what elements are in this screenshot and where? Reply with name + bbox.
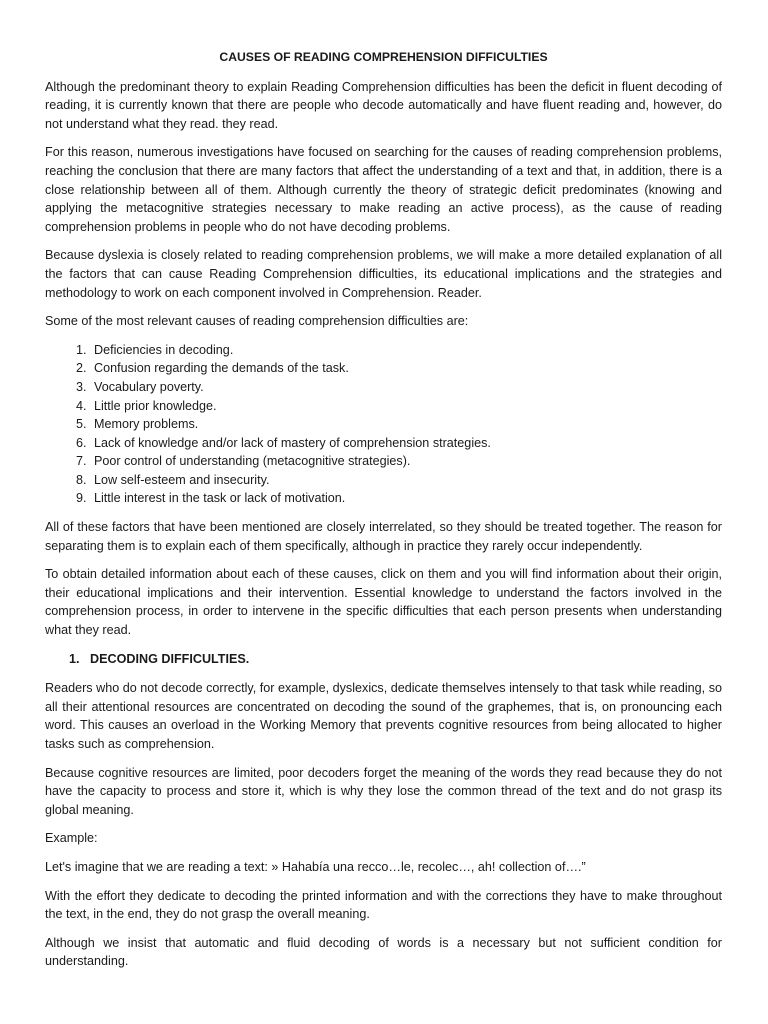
section-1-paragraph-4: Although we insist that automatic and fluid decoding of words is a necessary but not sufficient condition for understanding.	[45, 935, 722, 969]
cause-item-8[interactable]: 8. Low self-esteem and insecurity.	[90, 471, 722, 490]
intro-paragraph-3: Because dyslexia is closely related to reading comprehension problems, we will make a more detailed explanation of all the factors that can cause Reading Comprehension difficulties, its educational implications and the strategies and methodology to work on each component involved in Comprehension. Reader.	[45, 248, 722, 300]
document-title: CAUSES OF READING COMPREHENSION DIFFICULTIES	[219, 50, 548, 64]
cause-item-7[interactable]: 7. Poor control of understanding (metacognitive strategies).	[90, 452, 722, 471]
section-1-paragraph-3: With the effort they dedicate to decoding the printed information and with the corrections they have to make throughout the text, in the end, they do not grasp the overall meaning.	[45, 888, 722, 922]
intro-paragraph-2: For this reason, numerous investigations have focused on searching for the causes of reading comprehension problems, reaching the conclusion that there are many factors that affect the understanding of a text and that, in addition, there is a close relationship between all of them. Although currently the theory of strategic deficit predominates (knowing and applying the metacognitive strategies necessary to make reading an active process), as the cause of reading comprehension problems in people who do not have decoding problems.	[45, 145, 722, 234]
cause-item-3[interactable]: 3. Vocabulary poverty.	[90, 378, 722, 397]
section-1-example-text: Let's imagine that we are reading a text: » Hahabía una recco…le, recolec…, ah! collection of….”	[45, 859, 586, 874]
cause-item-2[interactable]: 2. Confusion regarding the demands of the task.	[90, 359, 722, 378]
causes-list	[45, 341, 722, 508]
after-list-paragraph-1: All of these factors that have been mentioned are closely interrelated, so they should be treated together. The reason for separating them is to explain each of them specifically, although in practice they rarely occur independently.	[45, 520, 722, 553]
section-1-paragraph-1: Readers who do not decode correctly, for example, dyslexics, dedicate themselves intensely to that task while reading, so all their attentional resources are concentrated on decoding the sound of the graphemes, that is, on pronouncing each word. This causes an overload in the Working Memory that prevents cognitive resources from being allocated to higher tasks such as comprehension.	[45, 681, 722, 751]
cause-item-9[interactable]: 9. Little interest in the task or lack of motivation.	[90, 489, 722, 508]
section-1-number: 1.	[69, 651, 80, 666]
intro-paragraph-4: Some of the most relevant causes of reading comprehension difficulties are:	[45, 314, 469, 329]
intro-paragraph-1: Although the predominant theory to explain Reading Comprehension difficulties has been the deficit in fluent decoding of reading, it is currently known that there are people who decode automatically and have fluent reading and, however, do not understand what they read. they read.	[45, 79, 722, 131]
cause-item-6[interactable]: 6. Lack of knowledge and/or lack of mastery of comprehension strategies.	[90, 434, 722, 453]
cause-item-1[interactable]: 1. Deficiencies in decoding.	[90, 341, 722, 360]
section-1-heading	[45, 650, 722, 669]
section-1-title: DECODING DIFFICULTIES.	[90, 651, 250, 666]
cause-item-4[interactable]: 4. Little prior knowledge.	[90, 397, 722, 416]
section-1-paragraph-2: Because cognitive resources are limited, poor decoders forget the meaning of the words they read because they do not have the capacity to process and store it, which is why they lose the common thread of the text and do not grasp its global meaning.	[45, 765, 722, 817]
after-list-paragraph-2: To obtain detailed information about each of these causes, click on them and you will find information about their origin, their educational implications and their intervention. Essential knowledge to understand the factors involved in the comprehension process, in order to intervene in the specific difficulties that each person presents when understanding what they read.	[45, 567, 722, 638]
section-1-example-label: Example:	[45, 831, 98, 846]
cause-item-5[interactable]: 5. Memory problems.	[90, 415, 722, 434]
